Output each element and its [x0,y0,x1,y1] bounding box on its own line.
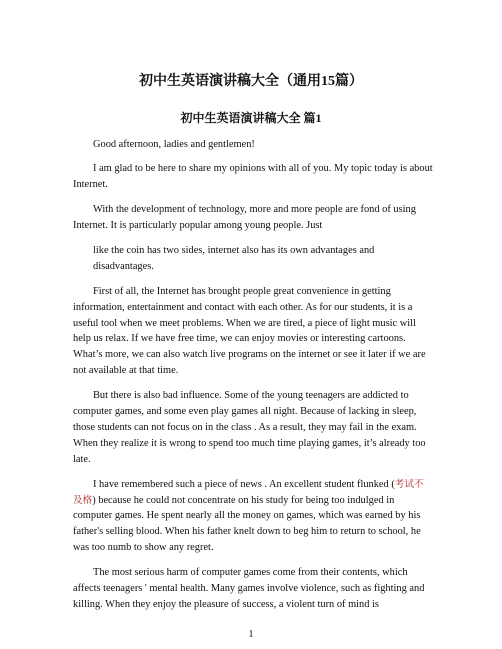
paragraph-news [73,477,433,556]
document-title: 初中生英语演讲稿大全（通用15篇） [139,74,363,89]
paragraph-advantages: First of all, the Internet has brought people great convenience in getting information, entertainment and contact with each other. As for our students, it is a useful tool when we meet problems. When we are tired, a piece of light music will help us relax. If we have free time, we can enjoy movies or interesting cartoons. What’s more, we can also watch live programs on the internet or see it later if we are not available at that time. [73,286,426,377]
page-number: 1 [248,629,254,640]
chinese-gloss: 考试不及格 [73,478,424,506]
paragraph-harm: The most serious harm of computer games come from their contents, which affects teenagers ' mental health. Many games involve violence, such as fighting and killing. When they enjoy the pleasure of success, a violent turn of mind is [73,567,425,610]
paragraph-bad-influence: But there is also bad influence. Some of the young teenagers are addicted to computer games, and some even play games all night. Because of lacking in sleep, those students can not focus on in the class . As a result, they may fail in the exam. When they realize it is wrong to spend too much time playing games, it’s already too late. [73,390,426,465]
section-title: 初中生英语演讲稿大全 篇1 [180,111,322,125]
document-body [73,137,433,622]
news-text-after: ) because he could not concentrate on his study for being too indulged in computer games. He spent nearly all the money on games, which was earned by his father's selling blood. When his father knelt down to beg him to return to school, he was too numb to show any regret. [73,494,421,554]
paragraph-greeting: Good afternoon, ladies and gentlemen! [93,139,255,150]
paragraph-development: With the development of technology, more and more people are fond of using Internet. It is particularly popular among young people. Just [73,203,416,231]
paragraph-coin: like the coin has two sides, internet also has its own advantages and disadvantages. [93,244,375,272]
news-text-before: I have remembered such a piece of news . An excellent student flunked ( [93,478,395,490]
paragraph-intro: I am glad to be here to share my opinions with all of you. My topic today is about Internet. [73,162,433,190]
